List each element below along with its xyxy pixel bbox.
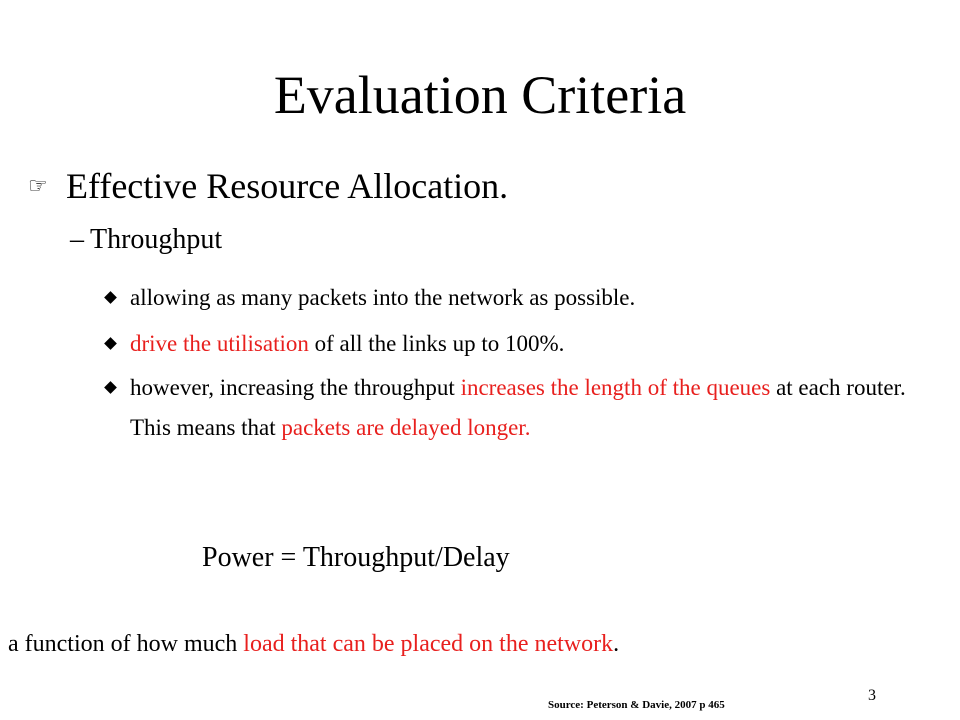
- plain-text: of all the links up to 100%.: [308, 331, 565, 356]
- diamond-bullet-icon: [104, 291, 117, 304]
- sub-bullet-1-text: allowing as many packets into the network as possible.: [130, 285, 636, 310]
- plain-text: at each router. This means that: [130, 375, 906, 440]
- highlight-text: load that can be placed on the network: [243, 631, 614, 657]
- power-formula: Power = Throughput/Delay: [202, 542, 510, 573]
- bullet-l2-text: Throughput: [90, 224, 223, 255]
- source-citation: Source: Peterson & Davie, 2007 p 465: [548, 699, 725, 711]
- plain-text: .: [613, 631, 620, 657]
- bullet-throughput: [70, 222, 222, 258]
- bullet-l1-text: Effective Resource Allocation.: [66, 166, 509, 206]
- sub-bullet-2: [106, 324, 906, 364]
- sub-bullet-2-text: [130, 324, 906, 364]
- highlight-text: packets are delayed longer.: [281, 415, 531, 440]
- footer-statement: [8, 628, 619, 660]
- sub-bullet-3-text: [130, 368, 906, 448]
- diamond-bullet-icon: [104, 381, 117, 394]
- bullet-effective-resource-allocation: [28, 164, 508, 212]
- page-number: 3: [868, 687, 876, 704]
- plain-text: however, increasing the throughput: [130, 375, 461, 400]
- sub-bullet-1: [106, 278, 906, 318]
- plain-text: a function of how much: [8, 631, 244, 657]
- diamond-bullet-icon: [104, 337, 117, 350]
- sub-bullet-3: [106, 368, 906, 448]
- dash-marker: –: [70, 224, 84, 255]
- slide-title: Evaluation Criteria: [273, 65, 687, 125]
- highlight-text: increases the length of the queues: [460, 375, 771, 400]
- pointing-hand-icon: ☞: [28, 172, 48, 198]
- highlight-text: drive the utilisation: [130, 331, 309, 356]
